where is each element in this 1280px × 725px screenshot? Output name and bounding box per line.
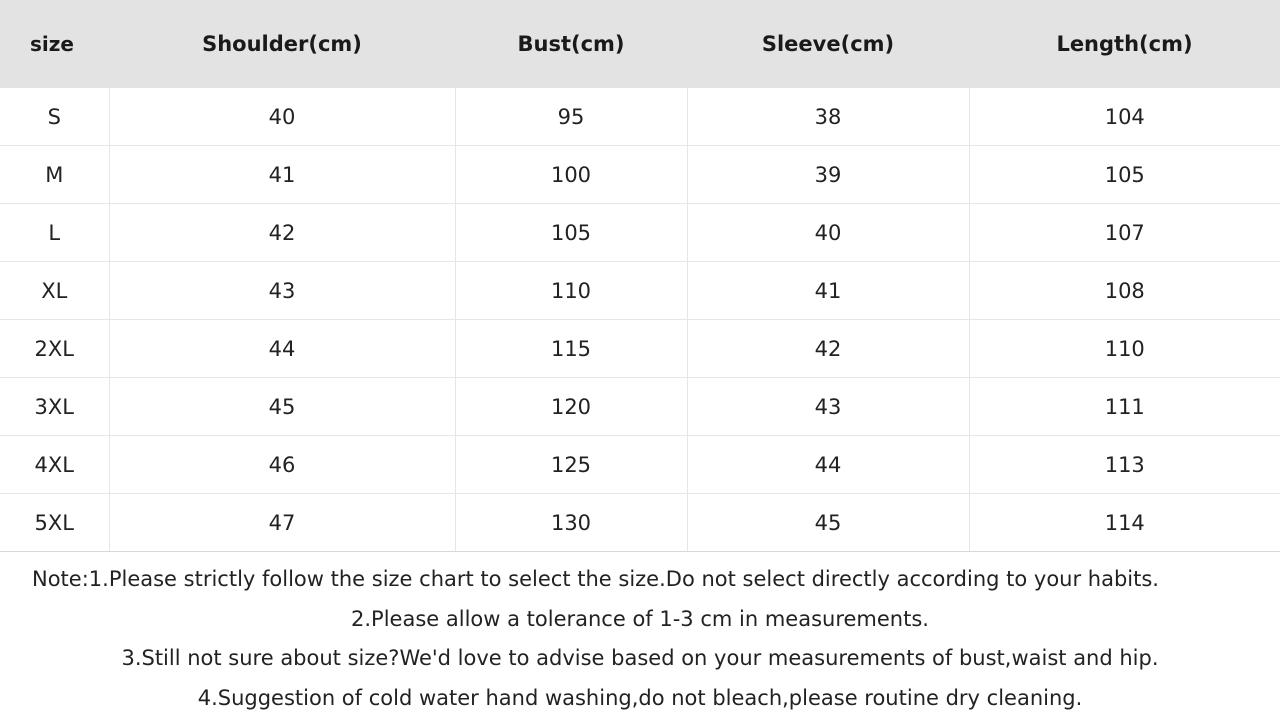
note-line-1: Note:1.Please strictly follow the size chart to select the size.Do not select directly according to your habits. [32,567,1159,591]
cell-shoulder: 40 [109,88,455,146]
cell-sleeve: 42 [687,320,969,378]
cell-bust: 95 [455,88,687,146]
cell-bust: 120 [455,378,687,436]
cell-length: 107 [969,204,1280,262]
cell-size: S [0,88,109,146]
table-row [0,204,1280,262]
table-row [0,320,1280,378]
note-line-4: 4.Suggestion of cold water hand washing,do not bleach,please routine dry cleaning. [197,686,1083,711]
table-row [0,262,1280,320]
cell-length: 104 [969,88,1280,146]
cell-bust: 110 [455,262,687,320]
table-row [0,88,1280,146]
cell-shoulder: 47 [109,494,455,552]
cell-sleeve: 45 [687,494,969,552]
cell-size: 4XL [0,436,109,494]
note-line-2: 2.Please allow a tolerance of 1-3 cm in measurements. [351,606,929,631]
cell-sleeve: 41 [687,262,969,320]
cell-size: 3XL [0,378,109,436]
cell-shoulder: 46 [109,436,455,494]
notes-section [0,552,1280,725]
table-row [0,436,1280,494]
cell-size: L [0,204,109,262]
cell-shoulder: 42 [109,204,455,262]
cell-bust: 100 [455,146,687,204]
table-row [0,378,1280,436]
cell-length: 105 [969,146,1280,204]
cell-sleeve: 44 [687,436,969,494]
column-header-bust: Bust(cm) [455,0,687,88]
table-row [0,494,1280,552]
cell-size: M [0,146,109,204]
table-header-row [0,0,1280,88]
cell-sleeve: 39 [687,146,969,204]
table-body [0,88,1280,552]
cell-bust: 115 [455,320,687,378]
column-header-shoulder: Shoulder(cm) [109,0,455,88]
cell-length: 111 [969,378,1280,436]
cell-length: 114 [969,494,1280,552]
cell-shoulder: 43 [109,262,455,320]
cell-size: 2XL [0,320,109,378]
note-line-3: 3.Still not sure about size?We'd love to advise based on your measurements of bust,waist and hip. [121,646,1159,671]
cell-length: 110 [969,320,1280,378]
cell-shoulder: 41 [109,146,455,204]
cell-size: 5XL [0,494,109,552]
column-header-length: Length(cm) [969,0,1280,88]
cell-size: XL [0,262,109,320]
cell-length: 113 [969,436,1280,494]
cell-shoulder: 45 [109,378,455,436]
table-row [0,146,1280,204]
cell-sleeve: 38 [687,88,969,146]
cell-sleeve: 40 [687,204,969,262]
cell-shoulder: 44 [109,320,455,378]
column-header-sleeve: Sleeve(cm) [687,0,969,88]
column-header-size: size [0,0,109,88]
cell-bust: 130 [455,494,687,552]
table-header [0,0,1280,88]
cell-sleeve: 43 [687,378,969,436]
cell-length: 108 [969,262,1280,320]
cell-bust: 105 [455,204,687,262]
cell-bust: 125 [455,436,687,494]
